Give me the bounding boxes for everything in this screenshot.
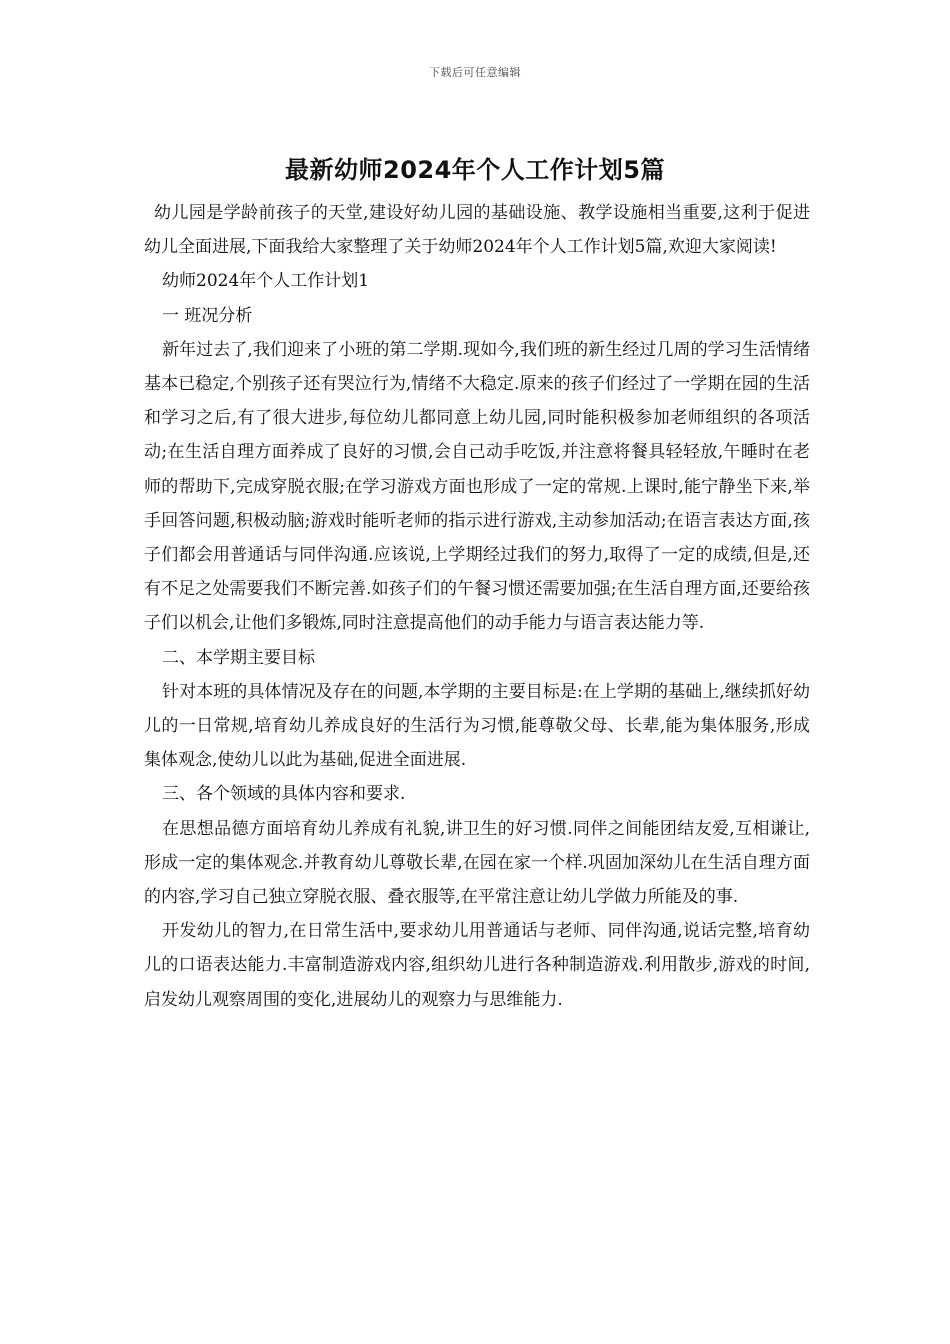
- section-heading-class-analysis: 一 班况分析: [162, 305, 253, 326]
- class-analysis-paragraph: 新年过去了,我们迎来了小班的第二学期.现如今,我们班的新生经过几周的学习生活情绪基本已稳定,个别孩子还有哭泣行为,情绪不大稳定.原来的孩子们经过了一学期在园的生活和学习之后,有了很大进步,每位幼儿都同意上幼儿园,同时能积极参加老师组织的各项活动;在生活自理方面养成了良好的习惯,会自己动手吃饭,并注意将餐具轻轻放,午睡时在老师的帮助下,完成穿脱衣服;在学习游戏方面也形成了一定的常规.上课时,能宁静坐下来,举手回答问题,积极动脑;游戏时能听老师的指示进行游戏,主动参加活动;在语言表达方面,孩子们都会用普通话与同伴沟通.应该说,上学期经过我们的努力,取得了一定的成绩,但是,还有不足之处需要我们不断完善.如孩子们的午餐习惯还需要加强;在生活自理方面,还要给孩子们以机会,让他们多锻炼,同时注意提高他们的动手能力与语言表达能力等.: [144, 339, 810, 634]
- moral-education-paragraph: 在思想品德方面培育幼儿养成有礼貌,讲卫生的好习惯.同伴之间能团结友爱,互相谦让,形成一定的集体观念.并教育幼儿尊敬长辈,在园在家一个样.巩固加深幼儿在生活自理方面的内容,学习自己独立穿脱衣服、叠衣服等,在平常注意让幼儿学做力所能及的事.: [144, 818, 810, 908]
- document-body: [144, 196, 810, 1017]
- section-heading-main-goals: 二、本学期主要目标: [162, 647, 315, 668]
- header-note: 下载后可任意编辑: [429, 66, 521, 79]
- document-title: 最新幼师2024年个人工作计划5篇: [285, 156, 665, 184]
- section-heading-domains: 三、各个领域的具体内容和要求.: [162, 784, 406, 805]
- intelligence-development-paragraph: 开发幼儿的智力,在日常生活中,要求幼儿用普通话与老师、同伴沟通,说话完整,培育幼儿的口语表达能力.丰富制造游戏内容,组织幼儿进行各种制造游戏.利用散步,游戏的时间,启发幼儿观察周围的变化,进展幼儿的观察力与思维能力.: [144, 921, 810, 1010]
- main-goals-paragraph: 针对本班的具体情况及存在的问题,本学期的主要目标是:在上学期的基础上,继续抓好幼儿的一日常规,培育幼儿养成良好的生活行为习惯,能尊敬父母、长辈,能为集体服务,形成集体观念,使幼儿以此为基础,促进全面进展.: [144, 681, 810, 771]
- intro-paragraph: 幼儿园是学龄前孩子的天堂,建设好幼儿园的基础设施、教学设施相当重要,这利于促进幼儿全面进展,下面我给大家整理了关于幼师2024年个人工作计划5篇,欢迎大家阅读!: [144, 203, 810, 258]
- section-heading-plan-1: 幼师2024年个人工作计划1: [162, 271, 370, 292]
